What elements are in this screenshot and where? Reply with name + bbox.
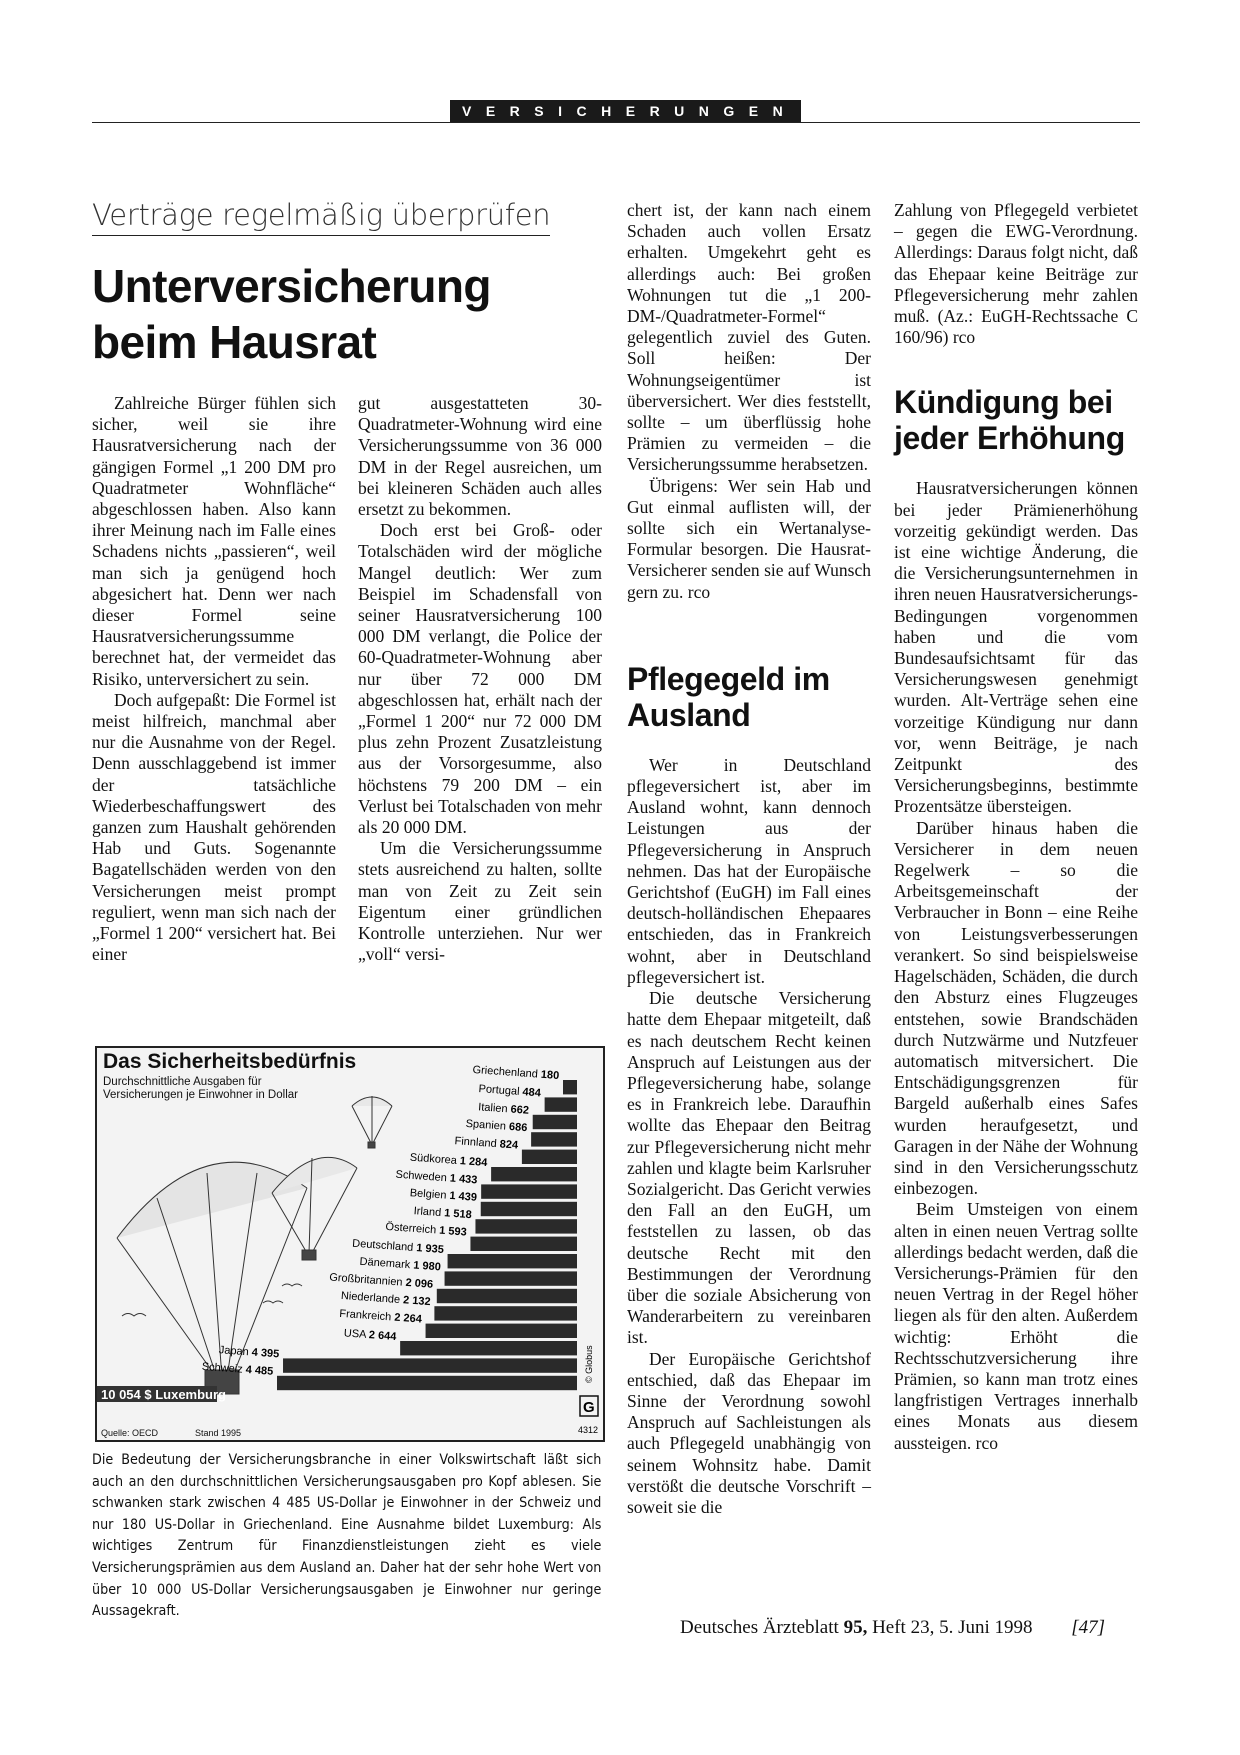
bar-deutschland [448,1254,577,1268]
paragraph: Doch erst bei Groß- oder Totalschäden wird der mögliche Mangel deutlich: Wer zum Beispiel im Schadensfall von seiner Hausratversicherung 100 000 DM verlangt, die Police der 60-Quadratmeter-Wohnung aber nur über 72 000 DM abgeschlossen hat, erhält nach der „Formel 1 200“ nur 72 000 DM plus zehn Prozent Zusatzleistung aus der Vorsorgesumme, also höchstens 79 200 DM – ein Verlust bei Totalschaden von mehr als 20 000 DM. [358,520,602,838]
bar-label: Dänemark 1 980 [359,1255,442,1274]
paragraph: Übrigens: Wer sein Hab und Gut einmal auflisten will, der sollte sich ein Wertanalyse-Formular besorgen. Die Hausrat-Versicherer senden sie auf Wunsch gern zu. rco [627,475,871,602]
bar-label: Südkorea 1 284 [409,1151,488,1169]
bar-usa [400,1341,577,1355]
bar-schweiz [277,1376,577,1390]
bar-label: Schweden 1 433 [395,1168,478,1187]
column-3 [627,200,871,1518]
subheadline-kuendigung: Kündigung bei jeder Erhöhung [894,384,1125,457]
bar-label: Italien 662 [477,1101,530,1117]
section-tag: VERSICHERUNGEN [450,100,801,122]
paragraph: Darüber hinaus haben die Versicherer in dem neuen Regelwerk – so die Arbeitsgemeinschaft der Verbraucher in Bonn – eine Reihe von Leistungsverbesserungen verankert. So sind beispielsweise Hagelschäden, Schäden, die durch den Absturz eines Flugzeuges entstehen, sowie Brandschäden durch Nutzwärme und Nutzfeuer automatisch mitversichert. Die Entschädigungsgrenzen für Bargeld außerhalb eines Safes wurden heraufgesetzt, und Garagen in der Nähe der Wohnung sind in den Versicherungsschutz einbezogen. [894,817,1138,1199]
bar-label: Finnland 824 [454,1135,519,1152]
chart-caption: Die Bedeutung der Versicherungsbranche in einer Volkswirtschaft läßt sich auch an den durchschnittlichen Versicherungsausgaben pro Kopf ablesen. Sie schwanken stark zwischen 4 485 US-Dollar je Einwohner in der Schweiz und nur 180 US-Dollar in Griechenland. Eine Ausnahme bildet Luxemburg: Als wichtiges Zentrum für Finanzdienstleistungen zieht es viele Versicherungsprämien aus dem Ausland an. Daher hat der sehr hohe Wert von über 10 000 US-Dollar Versicherungsausgaben je Einwohner nur geringe Aussagekraft. [92,1452,602,1620]
paragraph: Beim Umsteigen von einem alten in einen neuen Vertrag sollte allerdings bedacht werden, daß die Versicherungs-Prämien für den neuen Vertrag in der Regel höher liegen als für den alten. Außerdem wichtig: Erhöht die Rechtsschutzversicherung ihre Prämien, so kann man trotz eines langfristigen Vertrages innerhalb eines Monats aus diesem aussteigen. rco [894,1199,1138,1453]
bar-label: Irland 1 518 [413,1205,473,1222]
bar-portugal [545,1097,577,1111]
bar-label: Niederlande 2 132 [340,1289,432,1309]
headline [92,258,491,370]
paragraph: gut ausgestatteten 30-Quadratmeter-Wohnung wird eine Versicherungssumme von 36 000 DM in der Regel ausreichen, um bei kleineren Schäden auch alles ersetzt zu bekommen. [358,393,602,520]
bar-frankreich [426,1324,577,1338]
journal-volume: 95, [843,1617,868,1638]
chart-credit: © Globus [584,1345,594,1383]
bar-schweden [481,1184,577,1198]
bar-label: Belgien 1 439 [409,1187,478,1204]
bar-label: Österreich 1 593 [385,1220,468,1239]
chart-source: Quelle: OECD [101,1428,159,1438]
bar-österreich [470,1237,577,1251]
column-4 [894,200,1138,1454]
bar-label: Deutschland 1 935 [351,1237,445,1256]
journal-issue: Heft 23, 5. Juni 1998 [872,1617,1033,1638]
paragraph: Die deutsche Versicherung hatte dem Ehepaar mitgeteilt, daß es nach deutschem Recht keinen Anspruch auf Leistungen aus der Pflegeversicherung habe, solange es in Frankreich lebe. Daraufhin wollte das Ehepaar den Beitrag zur Pflegeversicherung nicht mehr zahlen und klagte beim Karlsruher Sozialgericht. Das Gericht verwies den Fall an den EuGH, um feststellen zu lassen, ob das deutsche Recht mit den Bestimmungen der Verordnung über die soziale Absicherung von Wanderarbeitern zu vereinbaren ist. [627,988,871,1348]
chart-stand: Stand 1995 [195,1428,242,1438]
paragraph: chert ist, der kann nach einem Schaden auch vollen Ersatz erhalten. Umgekehrt geht es allerdings auch: Bei großen Wohnungen tut die „1 200-DM-/Quadratmeter-Formel“ gelegentlich zuviel des Guten. Soll heißen: Der Wohnungseigentümer ist überversichert. Wer dies feststellt, sollte – um überflüssig hohe Prämien zu vermeiden – die Versicherungssumme herabsetzen. [627,200,871,475]
bar-irland [475,1219,577,1233]
paragraph: Der Europäische Gerichtshof entschied, daß das Ehepaar im Sinne der Verordnung sowohl Anspruch auf Sachleistungen als auch Pflegegeld unabhängig von seinem Wohnsitz habe. Damit verstößt die deutsche Vorschrift – soweit sie die [627,1348,871,1517]
bar-label: Frankreich 2 264 [338,1307,423,1326]
bar-belgien [481,1202,577,1216]
page-number: [47] [1071,1617,1106,1638]
bar-japan [283,1358,577,1372]
chart-title: Das Sicherheitsbedürfnis [103,1050,357,1073]
bar-spanien [531,1132,577,1146]
headline-line-1: Unterversicherung [92,260,491,312]
section-rule [92,122,1140,123]
paragraph: Zahlung von Pflegegeld verbietet – gegen die EWG-Verordnung. Allerdings: Daraus folgt nicht, daß das Ehepaar keine Beiträge zur Pflegeversicherung mehr zahlen muß. (Az.: EuGH-Rechtssache C 160/96) rco [894,200,1138,348]
chart-svg [97,1048,603,1440]
chart-number: 4312 [578,1425,599,1435]
luxemburg-label: 10 054 $ Luxemburg [101,1387,226,1402]
bar-label: Schweiz 4 485 [201,1360,274,1378]
paragraph: Um die Versicherungssumme stets ausreichend zu halten, sollte man von Zeit zu Zeit sein Eigentum einer gründlichen Kontrolle unterziehen. Nur wer „voll“ versi- [358,838,602,965]
bar-finnland [522,1150,577,1164]
paragraph: Zahlreiche Bürger fühlen sich sicher, weil sie ihre Hausratversicherung nach der gängigen Formel „1 200 DM pro Quadratmeter Wohnfläche“ abgeschlossen haben. Also kann ihrer Meinung nach im Falle eines Schadens nichts „passieren“, weil man sich ja genügend hoch abgesichert hat. Denn wer nach dieser Formel seine Hausratversicherungssumme berechnet hat, der vermeidet das Risiko, unterversichert zu sein. [92,393,336,689]
bar-italien [533,1115,577,1129]
bar-label: Spanien 686 [465,1117,528,1135]
bar-niederlande [434,1306,577,1320]
paragraph: Hausratversicherungen können bei jeder Prämienerhöhung vorzeitig gekündigt werden. Das ist eine wichtige Änderung, die die Versicherungsunternehmen in ihren neuen Hausratversicherungs-Bedingungen vorgenommen haben und die vom Bundesaufsichtsamt für das Versicherungswesen genehmigt wurden. Alt-Verträge sehen eine vorzeitige Kündigung nur dann vor, wenn Beiträge, je nach Zeitpunkt des Versicherungsbeginns, bestimmte Prozentsätze übersteigen. [894,478,1138,817]
bar-südkorea [491,1167,577,1181]
journal-name: Deutsches Ärzteblatt [680,1617,839,1638]
bar-label: USA 2 644 [343,1327,397,1343]
paragraph: Wer in Deutschland pflegeversichert ist, aber im Ausland wohnt, kann dennoch Leistungen aus der Pflegeversicherung in Anspruch nehmen. Das hat der Europäische Gerichtshof (EuGH) im Fall eines deutsch-holländischen Ehepaares entschieden, das in Frankreich wohnt, aber in Deutschland pflegeversichert ist. [627,754,871,987]
bar-label: Japan 4 395 [218,1344,280,1361]
column-2 [358,393,602,965]
paragraph: Doch aufgepaßt: Die Formel ist meist hilfreich, manchmal aber nur die Ausnahme von der Regel. Denn ausschlaggebend ist immer der tatsächliche Wiederbeschaffungswert des ganzen zum Haushalt gehörenden Hab und Guts. Sogenannte Bagatellschäden werden von den Versicherungen meist prompt reguliert, wenn man sich nach der „Formel 1 200“ versichert hat. Bei einer [92,689,336,965]
chart [95,1046,605,1442]
headline-line-2: beim Hausrat [92,316,377,368]
bar-label: Griechenland 180 [472,1063,560,1082]
bar-label: Portugal 484 [478,1083,542,1100]
kicker: Verträge regelmäßig überprüfen [92,198,550,236]
subheadline-pflegegeld: Pflegegeld im Ausland [627,660,830,733]
column-1 [92,393,336,965]
page-footer [680,1617,1105,1639]
bar-label: Großbritannien 2 096 [328,1271,434,1291]
chart-subtitle: Durchschnittliche Ausgaben für Versicherungen je Einwohner in Dollar [103,1076,298,1101]
bar-großbritannien [437,1289,577,1303]
bar-dänemark [445,1271,577,1285]
globus-logo-letter: G [583,1399,595,1416]
bar-griechenland [563,1080,577,1094]
